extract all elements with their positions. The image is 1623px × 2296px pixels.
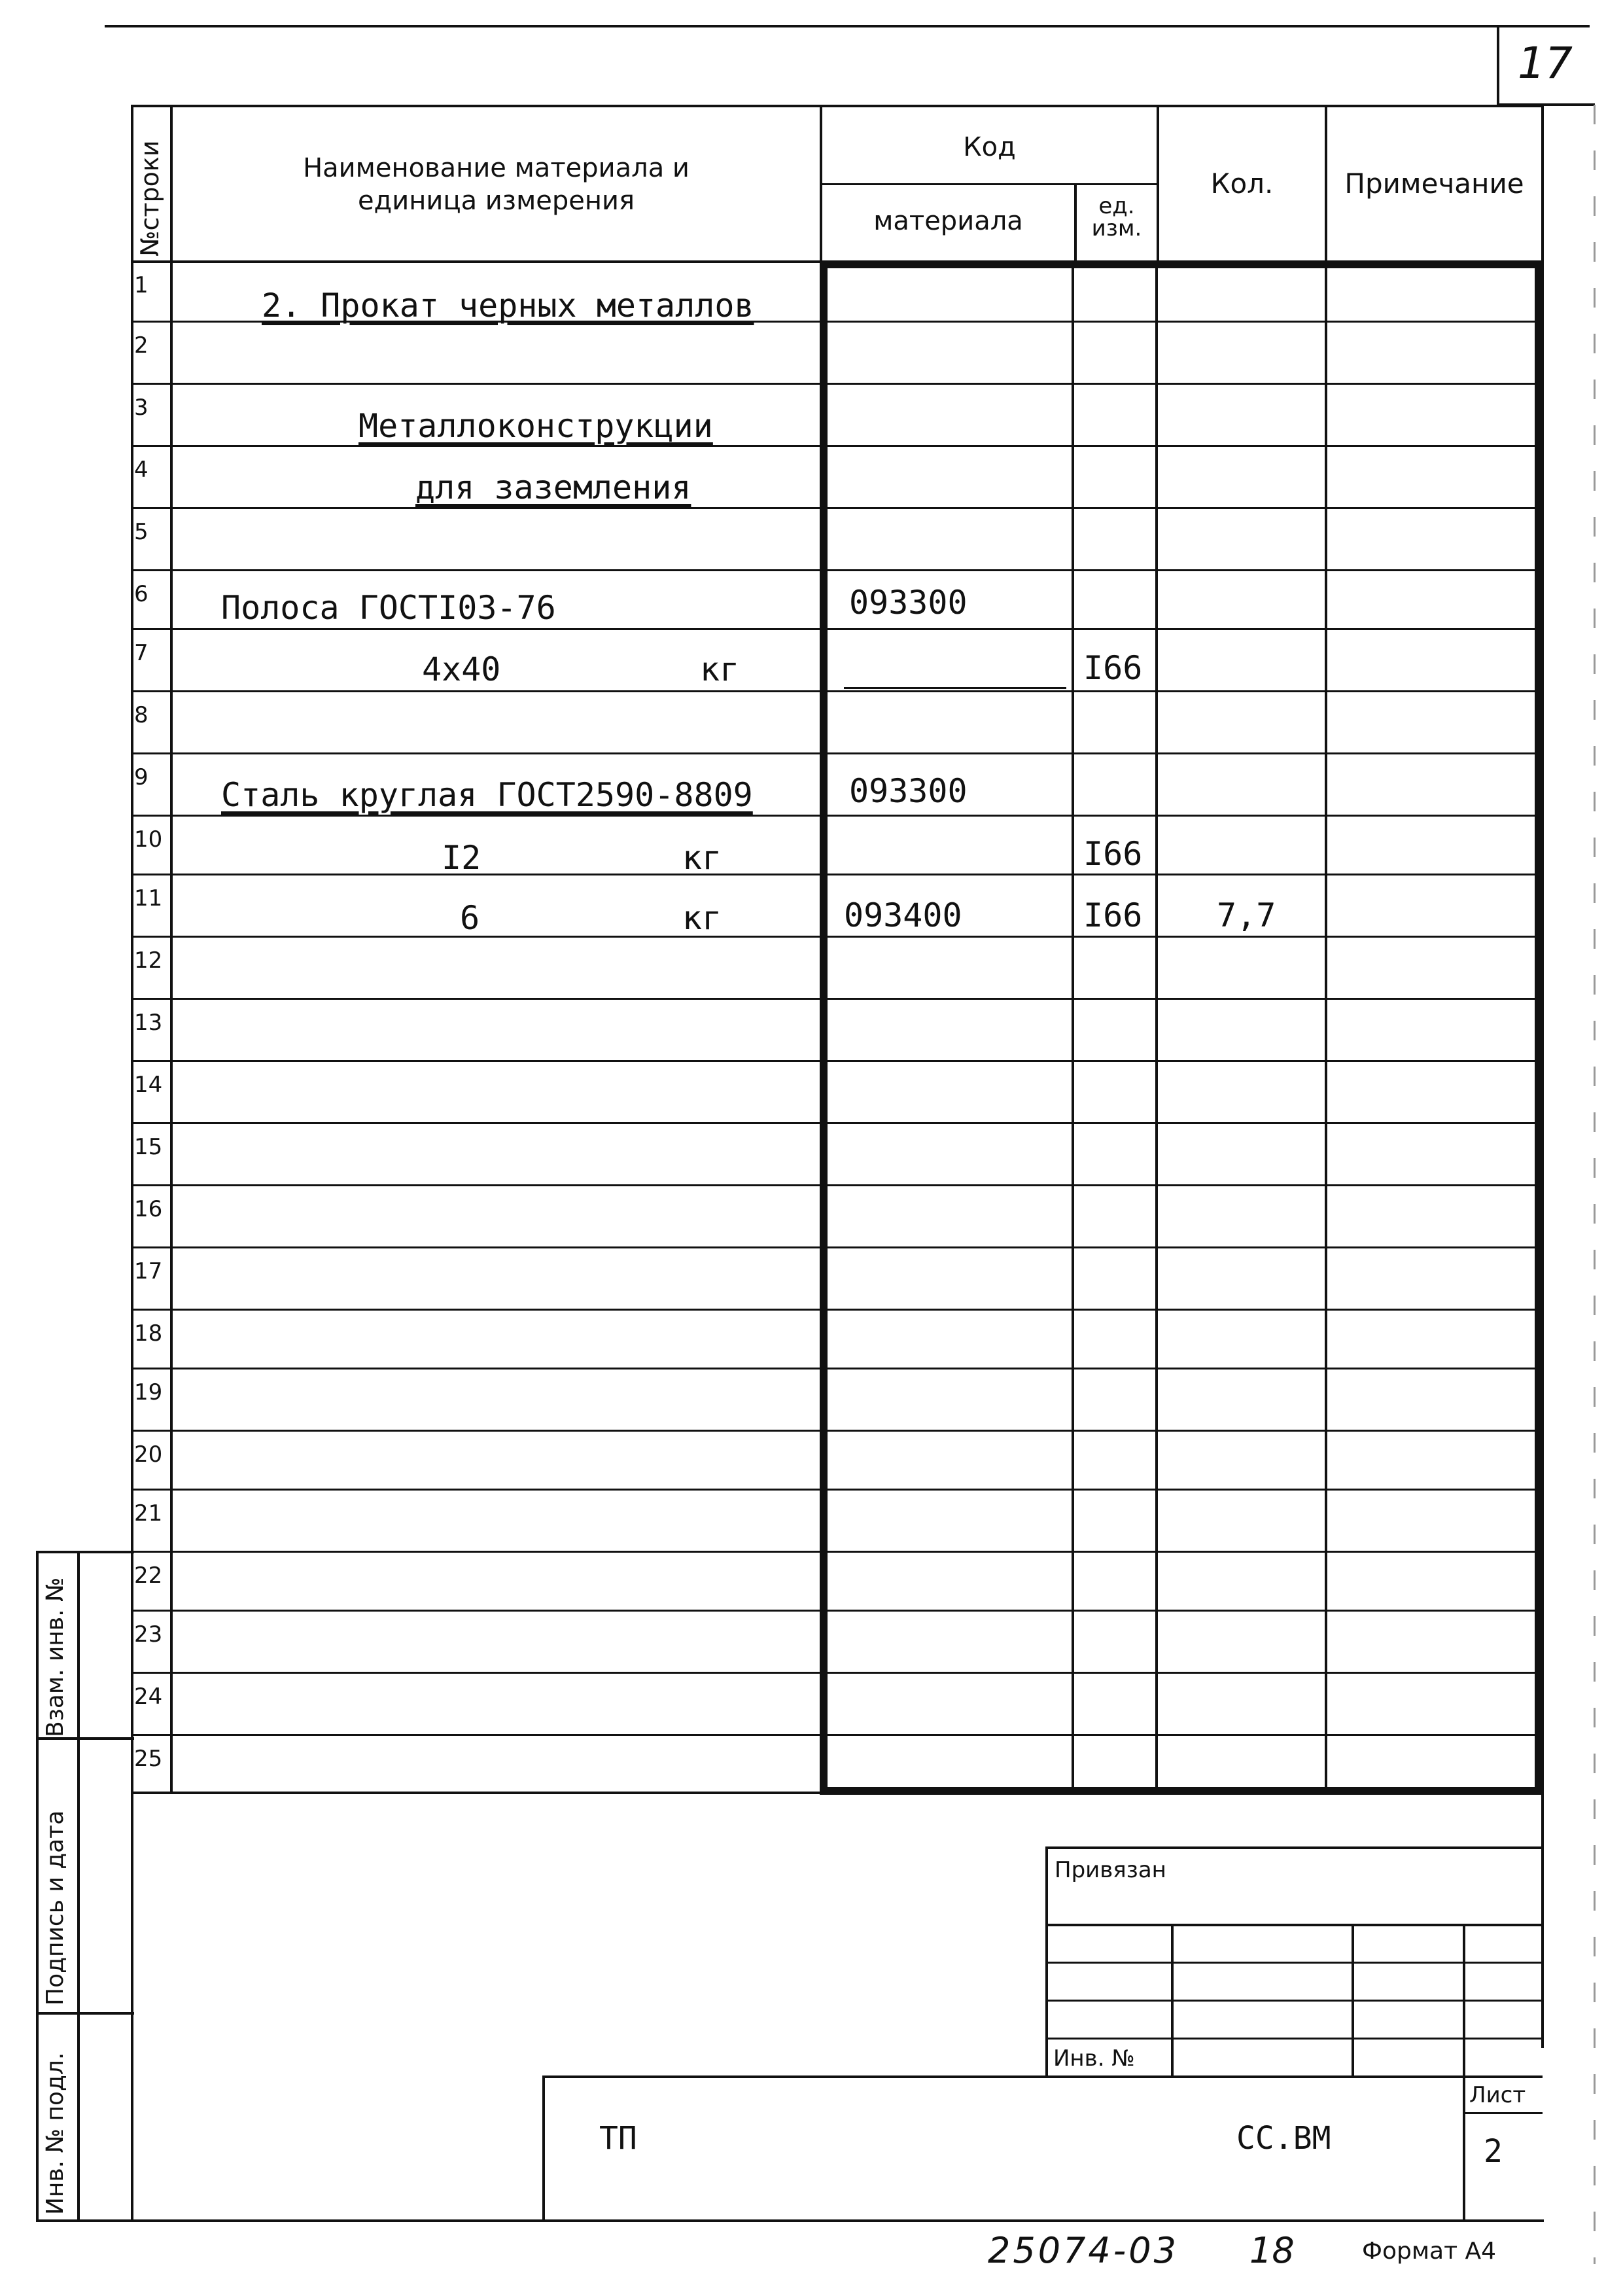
row-separator	[170, 1672, 1543, 1674]
table-top-border	[131, 105, 1543, 107]
row-10-unit-code: I66	[1083, 835, 1143, 873]
header-vline-rowno	[170, 105, 173, 1793]
row-10-unit: кг	[682, 839, 722, 877]
row-number: 21	[134, 1500, 163, 1527]
row-number: 16	[134, 1196, 163, 1222]
tb-inv-no-label: Инв. №	[1053, 2045, 1135, 2072]
tb-doc-left	[542, 2075, 545, 2221]
row-no-separator	[131, 874, 171, 875]
row-number: 24	[134, 1684, 163, 1710]
corner-box-left	[1497, 26, 1499, 106]
row-7-material-underline	[844, 687, 1066, 689]
row-11-unit: кг	[682, 899, 722, 937]
row-number: 4	[134, 457, 148, 483]
row-number: 18	[134, 1320, 163, 1347]
row-11-name: 6	[460, 899, 480, 937]
row-separator	[170, 815, 1543, 817]
row-separator	[170, 1734, 1543, 1736]
stamp-sep-2	[36, 2012, 134, 2015]
footer-page-no: 18	[1249, 2230, 1295, 2271]
stamp-vzam-inv: Взам. инв. №	[42, 1577, 69, 1737]
row-no-separator	[131, 1246, 171, 1248]
row-separator	[170, 569, 1543, 571]
tb-privyazan-top	[1045, 1846, 1543, 1849]
row-no-separator	[131, 1184, 171, 1186]
row-number: 20	[134, 1441, 163, 1468]
row-number: 1	[134, 272, 148, 298]
row-no-separator	[131, 690, 171, 692]
stamp-sep-1	[36, 1737, 134, 1740]
row-no-separator	[131, 1060, 171, 1062]
row-separator	[170, 1184, 1543, 1186]
row-6-name: Полоса ГОСТI03-76	[221, 589, 556, 627]
stamp-inner-border	[77, 1551, 80, 2221]
row-no-separator	[131, 1734, 171, 1736]
row-number: 6	[134, 581, 148, 607]
row-number: 19	[134, 1379, 163, 1405]
row-number: 9	[134, 764, 148, 790]
row-no-separator	[131, 752, 171, 754]
thick-frame-right	[1535, 260, 1543, 1795]
tb-privyazan-label: Привязан	[1055, 1857, 1166, 1883]
row-number: 11	[134, 885, 163, 911]
right-margin-dash	[1594, 105, 1596, 2264]
row-number: 14	[134, 1072, 163, 1098]
tb-sheet-label: Лист	[1469, 2082, 1526, 2108]
row-separator	[170, 1551, 1543, 1553]
row-separator	[170, 690, 1543, 692]
row-no-separator	[131, 815, 171, 817]
row-4-name: для заземления	[415, 468, 691, 506]
row-separator	[170, 1309, 1543, 1311]
row-11-unit-code: I66	[1083, 896, 1143, 934]
row-1-name: 2. Прокат черных металлов	[262, 287, 754, 325]
footer-format: Формат А4	[1362, 2238, 1497, 2265]
stamp-top	[36, 1551, 134, 1553]
data-vline-note	[1325, 260, 1327, 1792]
header-hline-kod	[820, 183, 1157, 185]
tb-doc-code: СС.ВМ	[1236, 2120, 1331, 2157]
footer-doc-number: 25074-03	[988, 2230, 1179, 2271]
row-separator	[170, 1122, 1543, 1124]
row-separator	[170, 1246, 1543, 1248]
row-11-qty: 7,7	[1217, 896, 1276, 934]
row-no-separator	[131, 1122, 171, 1124]
row-separator	[170, 1489, 1543, 1491]
data-vline-qty	[1155, 260, 1158, 1792]
header-note: Примечание	[1344, 168, 1524, 200]
row-9-name: Сталь круглая ГОСТ2590-8809	[221, 776, 753, 814]
row-6-material-code: 093300	[849, 584, 968, 622]
tb-grid-line-3	[1045, 2000, 1543, 2002]
row-7-name: 4x40	[422, 650, 501, 688]
row-separator	[170, 874, 1543, 875]
row-number: 13	[134, 1010, 163, 1036]
row-3-name: Металлоконструкции	[358, 407, 713, 445]
row-no-separator	[131, 569, 171, 571]
table-left-border	[131, 105, 133, 2221]
row-separator	[170, 445, 1543, 447]
tb-grid-v1	[1171, 1924, 1174, 2077]
header-name: Наименование материала и единица измерения	[303, 153, 689, 216]
row-7-unit-code: I66	[1083, 649, 1143, 687]
row-no-separator	[131, 936, 171, 938]
header-code-material: материала	[873, 206, 1023, 236]
row-no-separator	[131, 507, 171, 509]
row-number: 5	[134, 519, 148, 545]
row-number: 25	[134, 1746, 163, 1772]
row-no-separator	[131, 1309, 171, 1311]
header-qty: Кол.	[1210, 168, 1274, 200]
row-separator	[170, 1610, 1543, 1612]
row-no-separator	[131, 445, 171, 447]
row-no-separator	[131, 321, 171, 323]
tb-sheet-value: 2	[1484, 2133, 1503, 2170]
tb-grid-line-2	[1045, 1962, 1543, 1964]
row-separator	[170, 752, 1543, 754]
row-separator	[170, 1368, 1543, 1369]
row-9-material-code: 093300	[849, 772, 968, 810]
header-row-no: №строки	[135, 140, 164, 256]
row-10-name: I2	[442, 839, 481, 877]
tb-grid-v2	[1352, 1924, 1354, 2077]
tb-grid-top	[1045, 1924, 1543, 1926]
tb-grid-line-4	[1045, 2038, 1543, 2040]
header-code-group: Код	[963, 132, 1016, 162]
row-no-separator	[131, 1551, 171, 1553]
stamp-bottom	[36, 2219, 1544, 2222]
row-separator	[170, 1060, 1543, 1062]
tb-sheet-label-line	[1463, 2112, 1543, 2114]
row-separator	[170, 998, 1543, 1000]
tb-grid-v3	[1463, 1924, 1465, 2221]
lower-block-hline	[131, 1792, 1543, 1794]
row-separator	[170, 936, 1543, 938]
row-no-separator	[131, 1489, 171, 1491]
header-code-unit: ед. изм.	[1091, 193, 1142, 241]
top-rule	[105, 25, 1590, 27]
row-number: 8	[134, 702, 148, 728]
row-7-unit: кг	[700, 650, 740, 688]
row-no-separator	[131, 1430, 171, 1432]
row-no-separator	[131, 628, 171, 630]
sheet-corner-number: 17	[1518, 38, 1573, 88]
stamp-podpis-data: Подпись и дата	[42, 1810, 69, 2005]
stamp-left-border	[36, 1551, 39, 2221]
row-number: 15	[134, 1134, 163, 1160]
row-no-separator	[131, 998, 171, 1000]
row-separator	[170, 383, 1543, 385]
row-number: 3	[134, 395, 148, 421]
row-number: 7	[134, 640, 148, 666]
row-no-separator	[131, 1368, 171, 1369]
row-number: 23	[134, 1621, 163, 1648]
row-number: 2	[134, 332, 148, 359]
row-no-separator	[131, 1610, 171, 1612]
data-vline-unit	[1072, 260, 1074, 1792]
row-number: 22	[134, 1563, 163, 1589]
thick-frame-left	[820, 260, 828, 1795]
row-separator	[170, 628, 1543, 630]
row-separator	[170, 1430, 1543, 1432]
row-separator	[170, 507, 1543, 509]
row-number: 10	[134, 826, 163, 853]
row-11-material-code: 093400	[844, 896, 962, 934]
row-no-separator	[131, 383, 171, 385]
thick-frame-top	[820, 260, 1543, 268]
row-no-separator	[131, 1672, 171, 1674]
row-number: 17	[134, 1258, 163, 1284]
stamp-inv-podl: Инв. № подл.	[42, 2052, 69, 2215]
row-number: 12	[134, 947, 163, 974]
tb-doc-top	[542, 2075, 1543, 2078]
tb-doc-left-text: ТП	[599, 2120, 637, 2157]
